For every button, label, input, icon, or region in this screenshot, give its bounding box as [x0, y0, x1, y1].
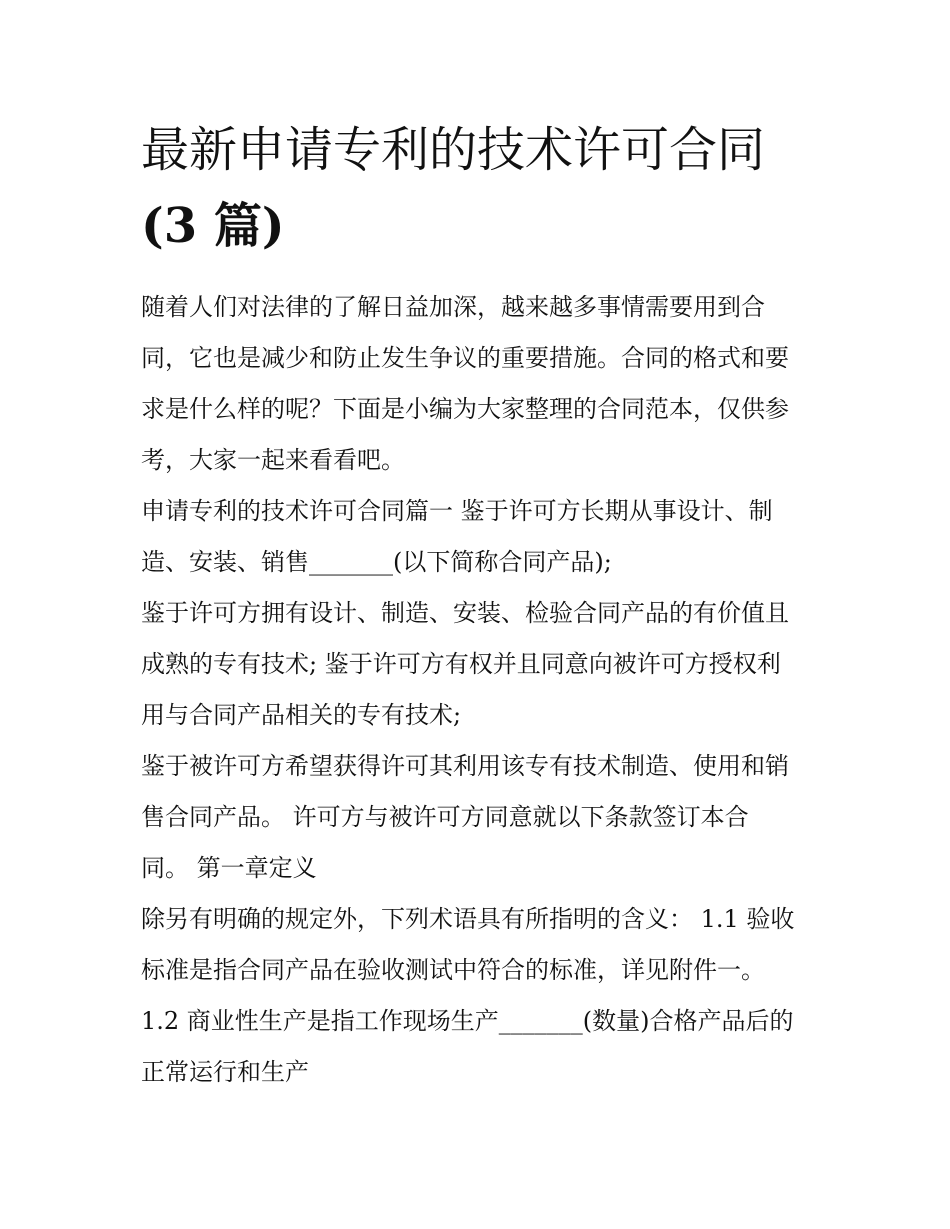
text-line: 用与合同产品相关的专有技术; [141, 701, 462, 729]
title-line-1: 最新申请专利的技术许可合同 [141, 122, 766, 178]
text-line: 申请专利的技术许可合同篇一 鉴于许可方长期从事设计、制 [141, 497, 773, 525]
paragraph-section-one-heading [141, 486, 821, 588]
text-line: 鉴于许可方拥有设计、制造、安装、检验合同产品的有价值且 [141, 599, 789, 627]
text-line: 成熟的专有技术; 鉴于许可方有权并且同意向被许可方授权利 [141, 650, 781, 678]
text-line: 标准是指合同产品在验收测试中符合的标准，详见附件一。 [141, 956, 765, 984]
document-body [141, 282, 821, 1098]
text-line: 1.2 商业性生产是指工作现场生产_______(数量)合格产品后的 [141, 1007, 794, 1035]
text-line: 鉴于被许可方希望获得许可其利用该专有技术制造、使用和销 [141, 752, 789, 780]
text-line: 售合同产品。 许可方与被许可方同意就以下条款签订本合 [141, 803, 749, 831]
text-line: 随着人们对法律的了解日益加深，越来越多事情需要用到合 [141, 293, 765, 321]
paragraph-know-how [141, 588, 821, 741]
document-title [141, 112, 821, 264]
text-line: 造、安装、销售_______(以下简称合同产品); [141, 548, 612, 576]
title-line-2: (3 篇) [141, 198, 285, 254]
text-line: 考，大家一起来看看吧。 [141, 446, 405, 474]
text-line: 除另有明确的规定外，下列术语具有所指明的含义： 1.1 验收 [141, 905, 795, 933]
text-line: 正常运行和生产 [141, 1058, 309, 1086]
text-line: 同，它也是减少和防止发生争议的重要措施。合同的格式和要 [141, 344, 789, 372]
text-line: 求是什么样的呢？下面是小编为大家整理的合同范本，仅供参 [141, 395, 789, 423]
text-line: 同。 第一章定义 [141, 854, 317, 882]
paragraph-licensee-intent [141, 741, 821, 894]
document-page [141, 112, 821, 1098]
paragraph-definitions [141, 894, 821, 1098]
paragraph-intro [141, 282, 821, 486]
